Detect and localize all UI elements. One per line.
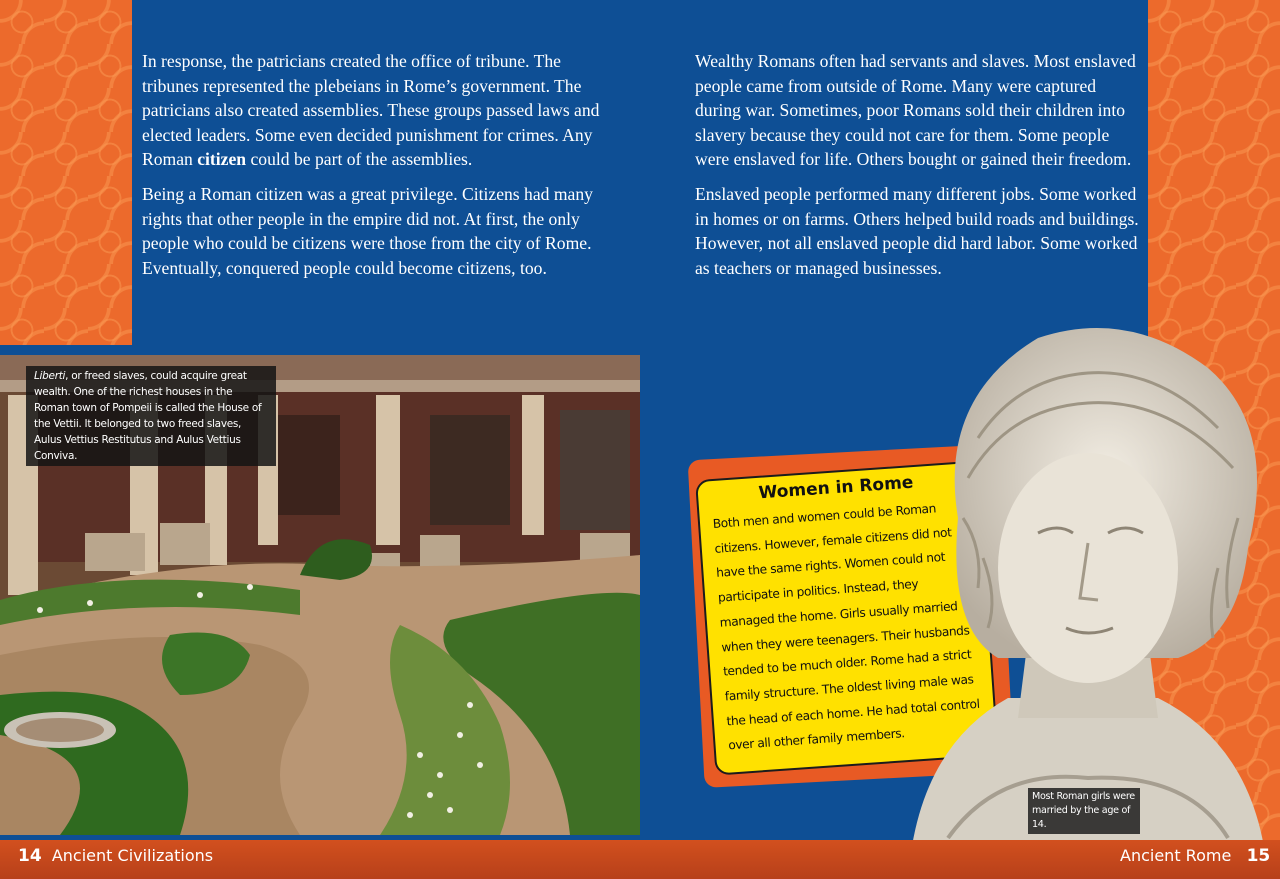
paragraph: Being a Roman citizen was a great privilege. Citizens had many rights that other people in the empire did not. At first, the only people who could be citizens were those from the city of Rome. Eventually, conquered people could become citizens, too.: [142, 183, 593, 278]
footer-right: [1120, 846, 1270, 866]
bust-caption: Most Roman girls were married by the age of 14.: [1028, 788, 1140, 834]
sidebar-text: Both men and women could be Roman citizens. However, female citizens did not have the same rights. Women could not participate in politics. Instead, they managed the home. Girls usually married when they were teenagers. Their husbands tended to be much older. Rome had a strict family structure. The oldest living male was the head of each home. He had total control over all other family members.: [712, 501, 980, 753]
paragraph: In response, the patricians created the office of tribune. The tribunes represented the plebeians in Rome’s government. The patricians also created assemblies. These groups passed laws and elected leaders. Some even decided punishment for crimes. Any Roman citizen could be part of the assemblies.: [142, 51, 600, 170]
page-number: 15: [1246, 846, 1271, 866]
left-page-text: [142, 49, 602, 290]
book-title: Ancient Civilizations: [51, 846, 214, 865]
photo-caption: Liberti, or freed slaves, could acquire great wealth. One of the richest houses in the Roman town of Pompeii is called the House of the Vettii. It belonged to two freed slaves, Aulus Vettius Restitutus and Aulus Vettius Conviva.: [26, 366, 276, 466]
sidebar-title: Women in Rome: [758, 472, 914, 504]
book-title: Ancient Rome: [1120, 846, 1232, 865]
page-number: 14: [18, 846, 42, 866]
footer-left: [18, 846, 213, 866]
right-page-text: [695, 49, 1145, 290]
paragraph: Wealthy Romans often had servants and slaves. Most enslaved people came from outside of Rome. Many were captured during war. Sometimes, poor Romans sold their children into slavery because they could not care for them. Some people were enslaved for life. Others bought or gained their freedom.: [695, 51, 1136, 170]
glossary-term: citizen: [197, 149, 247, 170]
paragraph: Enslaved people performed many different jobs. Some worked in homes or on farms. Others helped build roads and buildings. However, not all enslaved people did hard labor. Some worked as teachers or managed businesses.: [695, 183, 1139, 278]
decorative-pattern-left: [0, 0, 132, 345]
